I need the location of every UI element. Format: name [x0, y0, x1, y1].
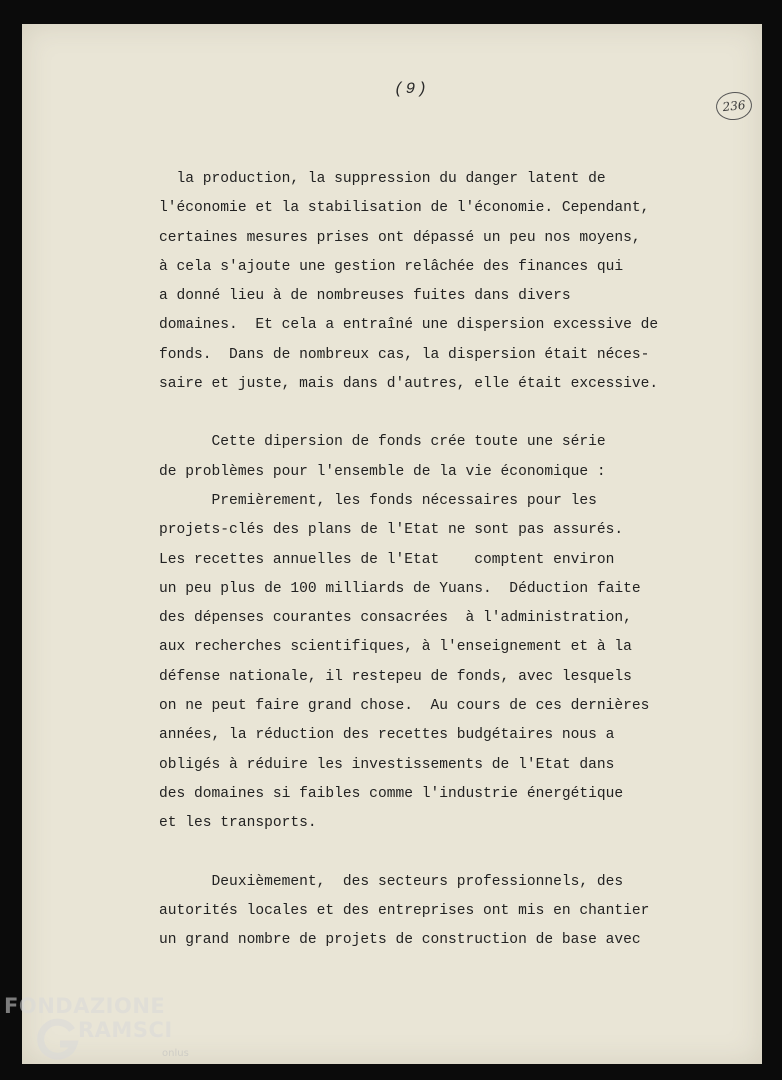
body-text — [159, 165, 699, 955]
text-line: un peu plus de 100 milliards de Yuans. Déduction faite — [159, 580, 641, 597]
gramsci-g-logo-icon — [34, 1018, 80, 1064]
text-line: a donné lieu à de nombreuses fuites dans divers — [159, 288, 571, 305]
fondazione-gramsci-watermark — [4, 994, 204, 1074]
text-line: Cette dipersion de fonds crée toute une série — [159, 434, 606, 451]
text-line: à cela s'ajoute une gestion relâchée des finances qui — [159, 258, 624, 275]
text-line: domaines. Et cela a entraîné une dispersion excessive de — [159, 317, 659, 334]
paragraph-gap — [159, 839, 699, 868]
archive-number-stamp: 236 — [715, 90, 754, 122]
text-line: un grand nombre de projets de construction de base avec — [159, 932, 641, 949]
text-line: Deuxièmement, des secteurs professionnels, des — [159, 873, 624, 890]
text-line: années, la réduction des recettes budgétaires nous a — [159, 727, 615, 744]
paragraph-3 — [159, 868, 699, 956]
text-line: des dépenses courantes consacrées à l'administration, — [159, 610, 632, 627]
paragraph-gap — [159, 399, 699, 428]
text-line: l'économie et la stabilisation de l'économie. Cependant, — [159, 200, 650, 217]
paragraph-2 — [159, 428, 699, 838]
paragraph-1 — [159, 165, 699, 399]
watermark-tagline: onlus — [162, 1048, 189, 1059]
text-line: on ne peut faire grand chose. Au cours de ces dernières — [159, 698, 650, 715]
text-line: saire et juste, mais dans d'autres, elle était excessive. — [159, 376, 659, 393]
text-line: et les transports. — [159, 815, 317, 832]
watermark-line-1: FONDAZIONE — [4, 994, 166, 1018]
text-line: Premièrement, les fonds nécessaires pour les — [159, 492, 597, 509]
text-line: obligés à réduire les investissements de l'Etat dans — [159, 756, 615, 773]
text-line: projets-clés des plans de l'Etat ne sont pas assurés. — [159, 522, 624, 539]
text-line: la production, la suppression du danger latent de — [159, 171, 606, 187]
text-line: de problèmes pour l'ensemble de la vie économique : — [159, 463, 606, 480]
text-line: autorités locales et des entreprises ont mis en chantier — [159, 902, 650, 919]
text-line: des domaines si faibles comme l'industrie énergétique — [159, 785, 624, 802]
watermark-line-2: RAMSCI — [78, 1018, 173, 1042]
text-line: certaines mesures prises ont dépassé un peu nos moyens, — [159, 229, 641, 246]
text-line: Les recettes annuelles de l'Etat comptent environ — [159, 551, 615, 568]
page-number: (9) — [394, 80, 429, 98]
text-line: défense nationale, il restepeu de fonds, avec lesquels — [159, 668, 632, 685]
text-line: aux recherches scientifiques, à l'enseignement et à la — [159, 639, 632, 656]
text-line: fonds. Dans de nombreux cas, la dispersion était néces- — [159, 346, 650, 363]
